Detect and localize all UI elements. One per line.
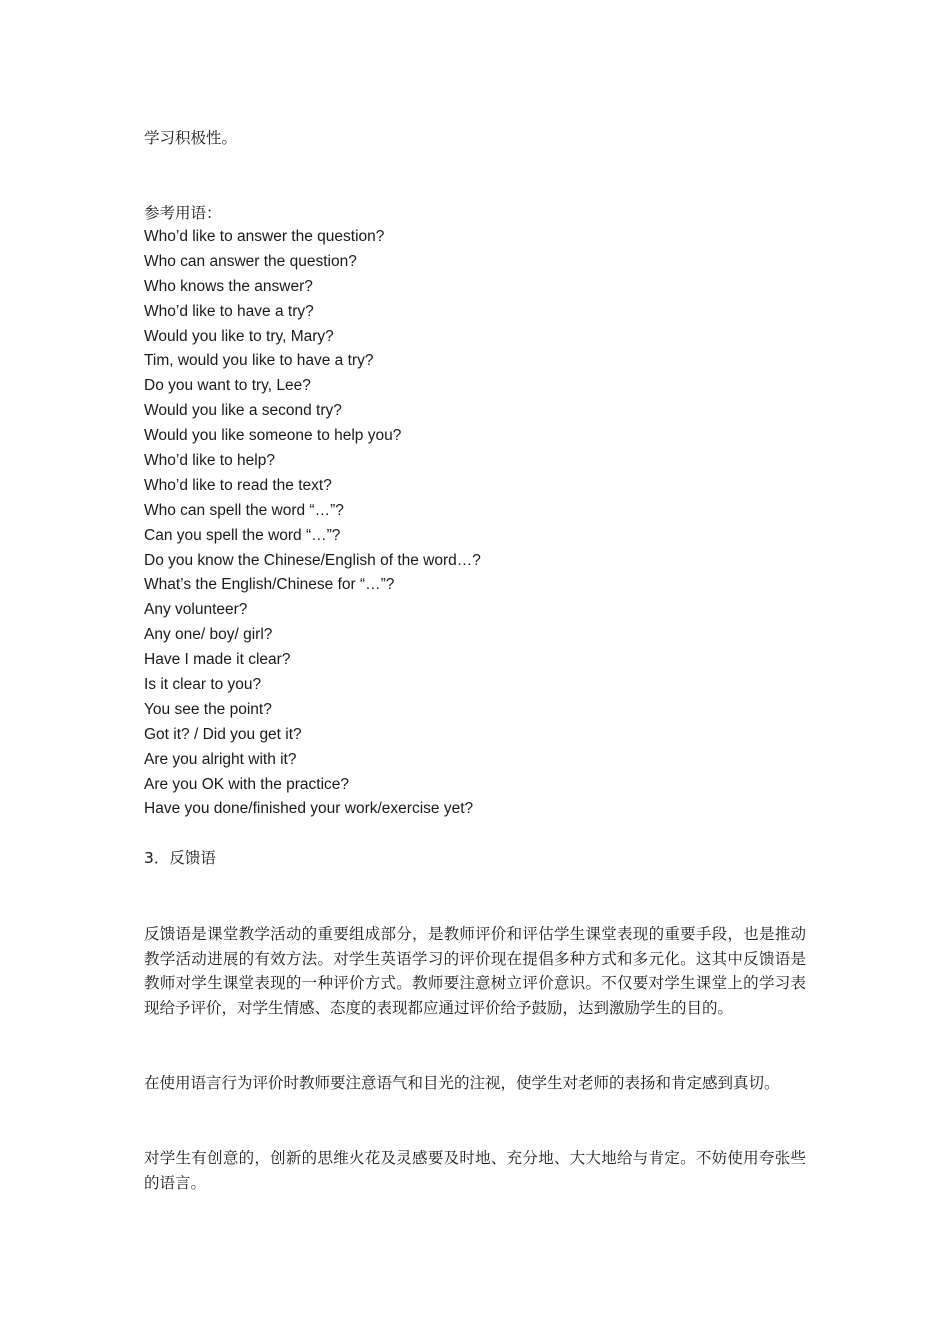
list-item: You see the point? — [144, 700, 272, 718]
list-item: Who can answer the question? — [144, 252, 357, 270]
list-item: Would you like someone to help you? — [144, 427, 402, 445]
list-item: Would you like to try, Mary? — [144, 327, 334, 345]
paragraph: 对学生有创意的，创新的思维火花及灵感要及时地、充分地、大大地给与肯定。不妨使用夸张些的语言。 — [144, 1149, 806, 1192]
continuation-line: 学习积极性。 — [144, 129, 238, 147]
list-item: Who’d like to answer the question? — [144, 228, 385, 245]
list-item: Who knows the answer? — [144, 277, 313, 295]
list-item: Do you want to try, Lee? — [144, 377, 311, 395]
paragraph: 在使用语言行为评价时教师要注意语气和目光的注视，使学生对老师的表扬和肯定感到真切。 — [144, 1074, 780, 1092]
list-item: Got it? / Did you get it? — [144, 725, 302, 743]
phrase-list — [144, 225, 806, 822]
list-item: Are you alright with it? — [144, 750, 297, 768]
list-item: Would you like a second try? — [144, 402, 342, 420]
list-item: What’s the English/Chinese for “…”? — [144, 576, 395, 594]
list-item: Is it clear to you? — [144, 676, 262, 694]
section-heading: 3．反馈语 — [144, 849, 216, 867]
list-item: Have I made it clear? — [144, 651, 291, 669]
list-item: Have you done/finished your work/exercise yet? — [144, 800, 474, 818]
list-item: Who can spell the word “…”? — [144, 501, 344, 519]
list-item: Are you OK with the practice? — [144, 775, 350, 793]
reference-heading: 参考用语： — [144, 204, 222, 222]
list-item: Can you spell the word “…”? — [144, 526, 341, 544]
list-item: Who’d like to read the text? — [144, 476, 332, 494]
paragraph: 反馈语是课堂教学活动的重要组成部分，是教师评价和评估学生课堂表现的重要手段，也是推动教学活动进展的有效方法。对学生英语学习的评价现在提倡多种方式和多元化。这其中反馈语是教师对学生课堂表现的一种评价方式。教师要注意树立评价意识。不仅要对学生课堂上的学习表现给予评价，对学生情感、态度的表现都应通过评价给予鼓励，达到激励学生的目的。 — [144, 925, 806, 1018]
list-item: Do you know the Chinese/English of the word…? — [144, 551, 481, 569]
list-item: Any one/ boy/ girl? — [144, 626, 273, 644]
list-item: Who’d like to have a try? — [144, 302, 314, 320]
list-item: Any volunteer? — [144, 601, 248, 619]
list-item: Tim, would you like to have a try? — [144, 352, 374, 370]
list-item: Who’d like to help? — [144, 452, 275, 470]
